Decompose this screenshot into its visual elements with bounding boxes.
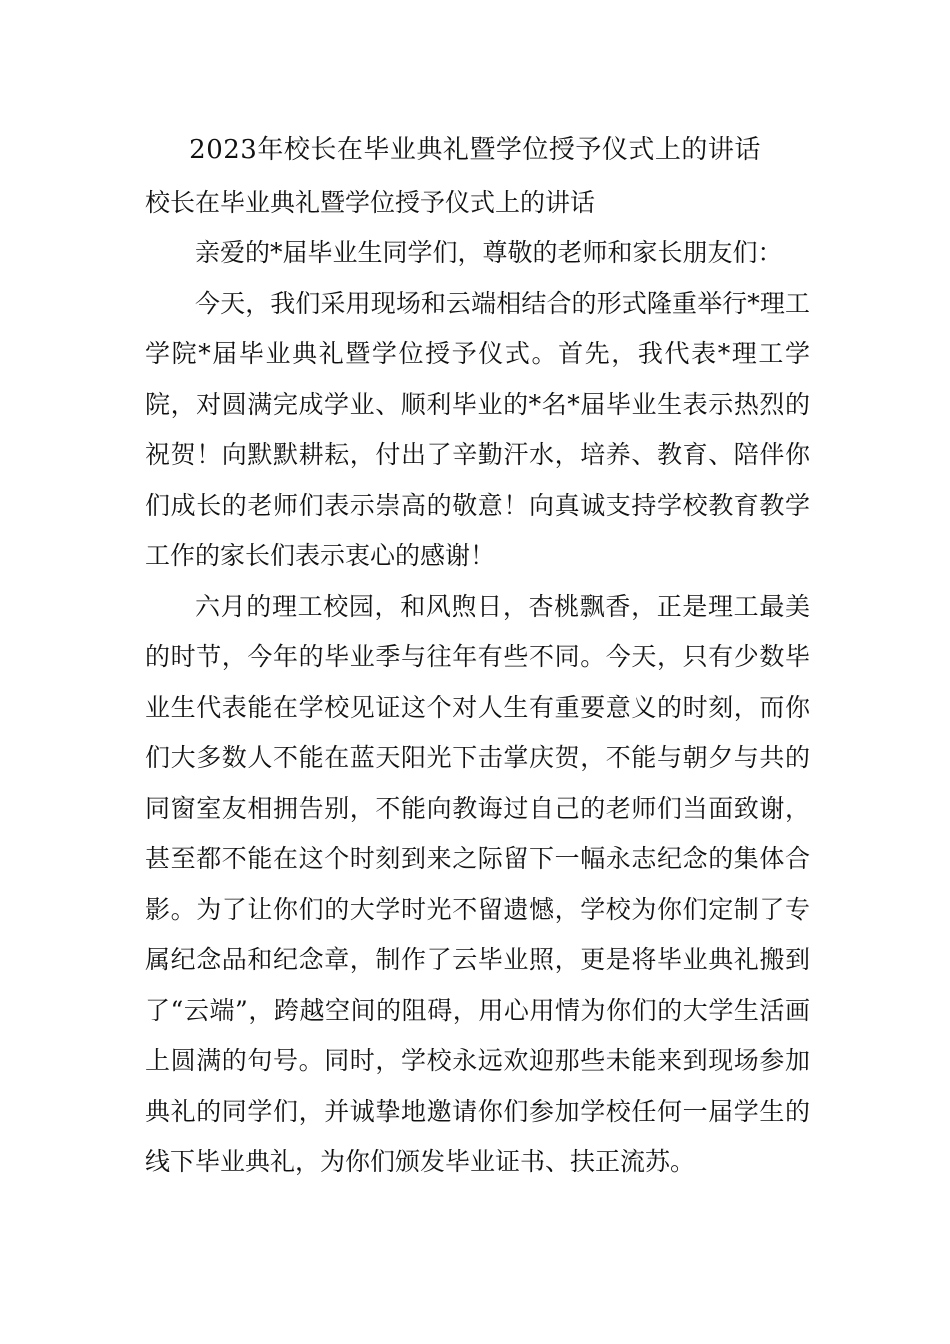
greeting-paragraph: 亲爱的*届毕业生同学们，尊敬的老师和家长朋友们： [195,238,783,267]
body-paragraph-2: 六月的理工校园，和风煦日，杏桃飘香，正是理工最美的时节，今年的毕业季与往年有些不同。今天，只有少数毕业生代表能在学校见证这个对人生有重要意义的时刻，而你们大多数人不能在蓝天阳光下击掌庆贺，不能与朝夕与共的同窗室友相拥告别，不能向教诲过自己的老师们当面致谢，甚至都不能在这个时刻到来之际留下一幅永志纪念的集体合影。为了让你们的大学时光不留遗憾，学校为你们定制了专属纪念品和纪念章，制作了云毕业照，更是将毕业典礼搬到了“云端”，跨越空间的阻碍，用心用情为你们的大学生活画上圆满的句号。同时，学校永远欢迎那些未能来到现场参加典礼的同学们，并诚挚地邀请你们参加学校任何一届学生的线下毕业典礼，为你们颁发毕业证书、扶正流苏。 [145,591,810,1176]
document-title: 2023年校长在毕业典礼暨学位授予仪式上的讲话 [189,135,761,165]
document-body [145,228,810,1188]
body-paragraph-1: 今天，我们采用现场和云端相结合的形式隆重举行*理工学院*届毕业典礼暨学位授予仪式。首先，我代表*理工学院，对圆满完成学业、顺利毕业的*名*届毕业生表示热烈的祝贺！向默默耕耘，付出了辛勤汗水，培养、教育、陪伴你们成长的老师们表示崇高的敬意！向真诚支持学校教育教学工作的家长们表示衷心的感谢！ [145,288,810,570]
document-subtitle: 校长在毕业典礼暨学位授予仪式上的讲话 [145,188,596,217]
